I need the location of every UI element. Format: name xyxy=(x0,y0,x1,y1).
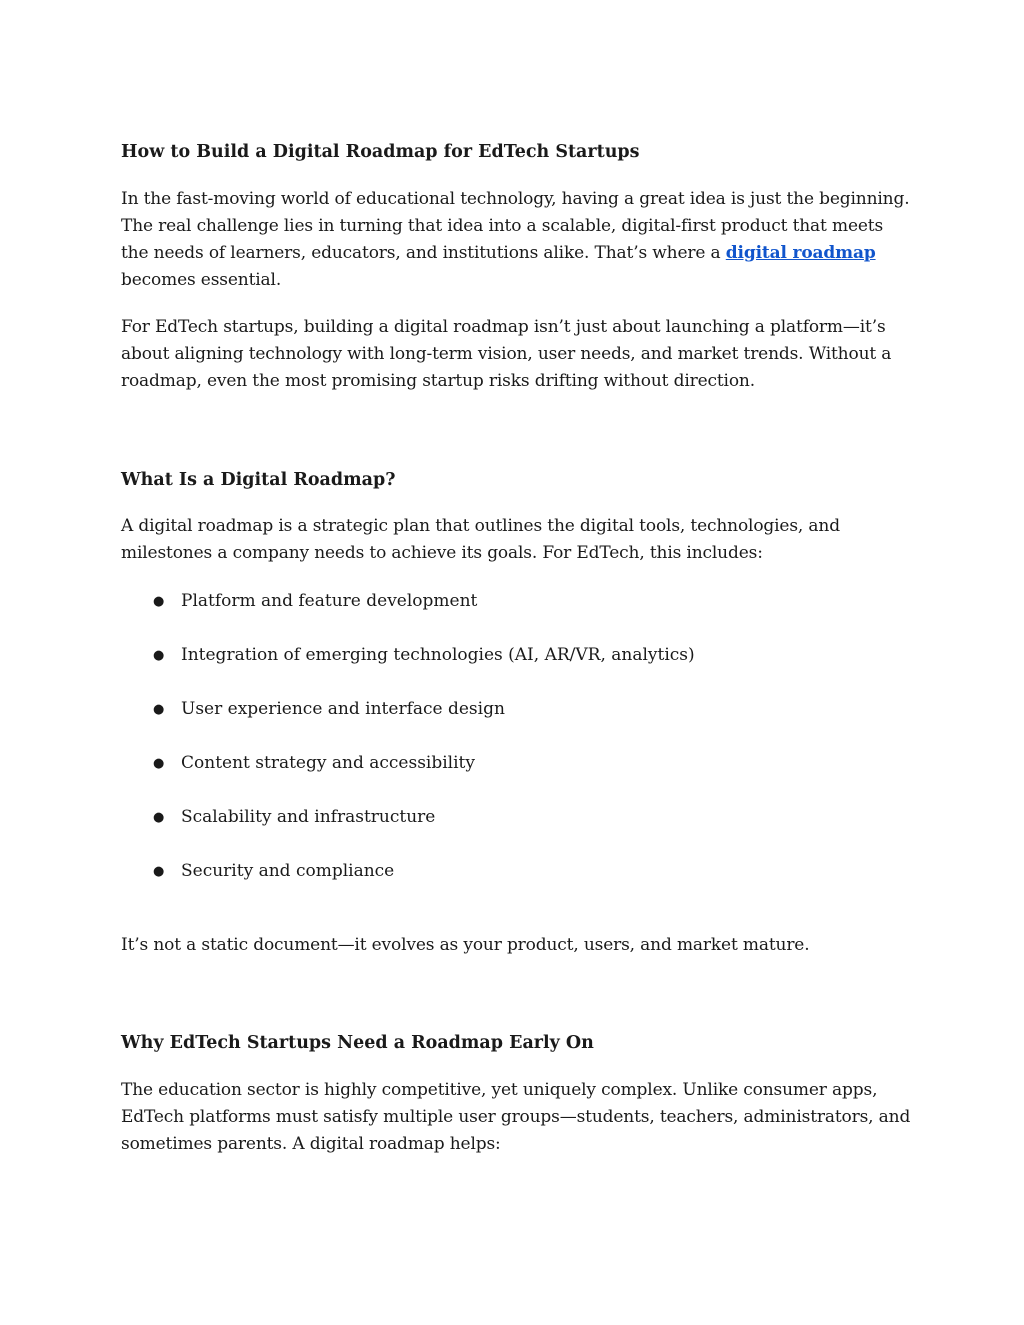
list-item-text: Security and compliance xyxy=(181,861,395,881)
intro-paragraph-2: For EdTech startups, building a digital roadmap isn’t just about launching a platform—it’s about aligning technology with long-term vision, user needs, and market trends. Without a roadmap, even the most promising startup risks drifting without direction. xyxy=(121,317,892,391)
intro-text-before-link: In the fast-moving world of educational technology, having a great idea is just the beginning. The real challenge lies in turning that idea into a scalable, digital-first product that meets the needs of learners, educators, and institutions alike. That’s where a xyxy=(121,189,910,263)
bullet-icon: ● xyxy=(153,864,165,879)
list-item-text: Scalability and infrastructure xyxy=(181,807,436,827)
section-why-need-paragraph: The education sector is highly competitive, yet uniquely complex. Unlike consumer apps, EdTech platforms must satisfy multiple user groups—students, teachers, administrators, and sometimes parents. A digital roadmap helps: xyxy=(121,1080,911,1154)
bullet-icon: ● xyxy=(153,594,165,609)
digital-roadmap-link[interactable]: digital roadmap xyxy=(725,243,876,263)
bullet-icon: ● xyxy=(153,648,165,663)
bullet-list-container xyxy=(121,588,911,888)
intro-paragraph-1 xyxy=(121,186,911,294)
document-title: How to Build a Digital Roadmap for EdTech Startups xyxy=(121,142,640,162)
section-what-is-paragraph: A digital roadmap is a strategic plan that outlines the digital tools, technologies, and milestones a company needs to achieve its goals. For EdTech, this includes: xyxy=(121,516,840,563)
section-heading-why-need: Why EdTech Startups Need a Roadmap Early On xyxy=(121,1033,594,1053)
list-item-text: Integration of emerging technologies (AI, AR/VR, analytics) xyxy=(181,645,695,665)
list-item-text: User experience and interface design xyxy=(181,699,505,719)
bullet-icon: ● xyxy=(153,702,165,717)
list-item-text: Content strategy and accessibility xyxy=(181,753,475,773)
section-heading-what-is: What Is a Digital Roadmap? xyxy=(121,470,396,490)
bullet-icon: ● xyxy=(153,756,165,771)
list-item-text: Platform and feature development xyxy=(181,591,478,611)
bullet-icon: ● xyxy=(153,810,165,825)
intro-text-after-link: becomes essential. xyxy=(121,270,282,290)
section-what-is-closing: It’s not a static document—it evolves as your product, users, and market mature. xyxy=(121,935,810,955)
